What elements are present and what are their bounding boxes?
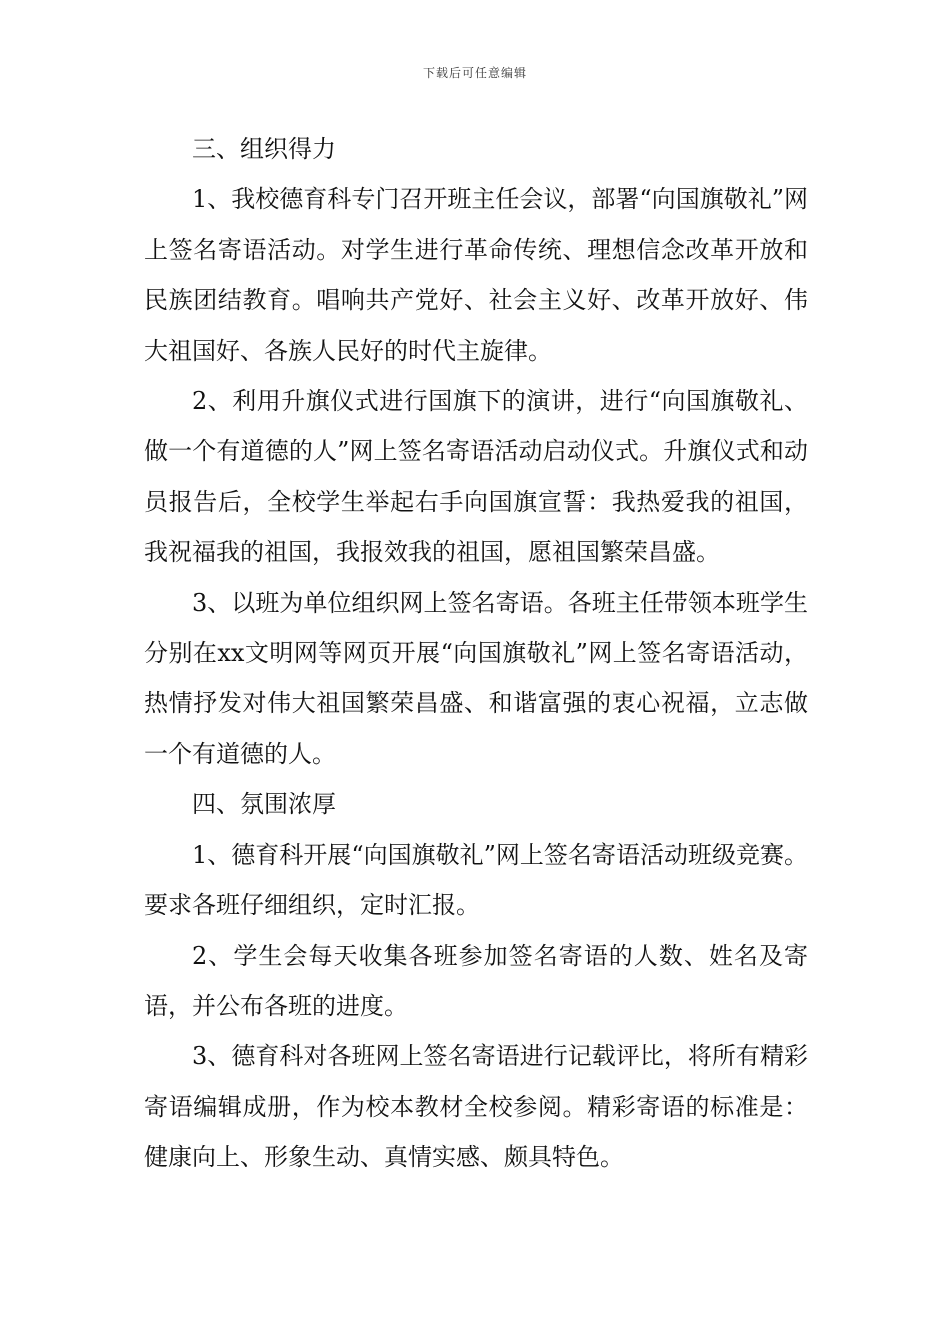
paragraph-item: 1、我校德育科专门召开班主任会议，部署“向国旗敬礼”网上签名寄语活动。对学生进行革命传统、理想信念改革开放和民族团结教育。唱响共产党好、社会主义好、改革开放好、伟大祖国好、各族人民好的时代主旋律。: [144, 185, 808, 365]
paragraph-item: 3、以班为单位组织网上签名寄语。各班主任带领本班学生分别在xx文明网等网页开展“向国旗敬礼”网上签名寄语活动，热情抒发对伟大祖国繁荣昌盛、和谐富强的衷心祝福，立志做一个有道德的人。: [144, 588, 808, 768]
section-heading-atmosphere: 四、氛围浓厚: [192, 790, 336, 819]
document-body: [144, 124, 808, 1183]
paragraph-item: 3、德育科对各班网上签名寄语进行记载评比，将所有精彩寄语编辑成册，作为校本教材全校参阅。精彩寄语的标准是：健康向上、形象生动、真情实感、颇具特色。: [144, 1042, 808, 1172]
paragraph-item: 1、德育科开展“向国旗敬礼”网上签名寄语活动班级竞赛。要求各班仔细组织，定时汇报。: [144, 840, 808, 920]
section-heading-organization: 三、组织得力: [192, 135, 336, 163]
paragraph-item: 2、利用升旗仪式进行国旗下的演讲，进行“向国旗敬礼、做一个有道德的人”网上签名寄语活动启动仪式。升旗仪式和动员报告后，全校学生举起右手向国旗宣誓：我热爱我的祖国，我祝福我的祖国，我报效我的祖国，愿祖国繁荣昌盛。: [144, 387, 808, 567]
page-header: 下载后可任意编辑: [422, 66, 527, 80]
paragraph-item: 2、学生会每天收集各班参加签名寄语的人数、姓名及寄语，并公布各班的进度。: [144, 941, 808, 1020]
